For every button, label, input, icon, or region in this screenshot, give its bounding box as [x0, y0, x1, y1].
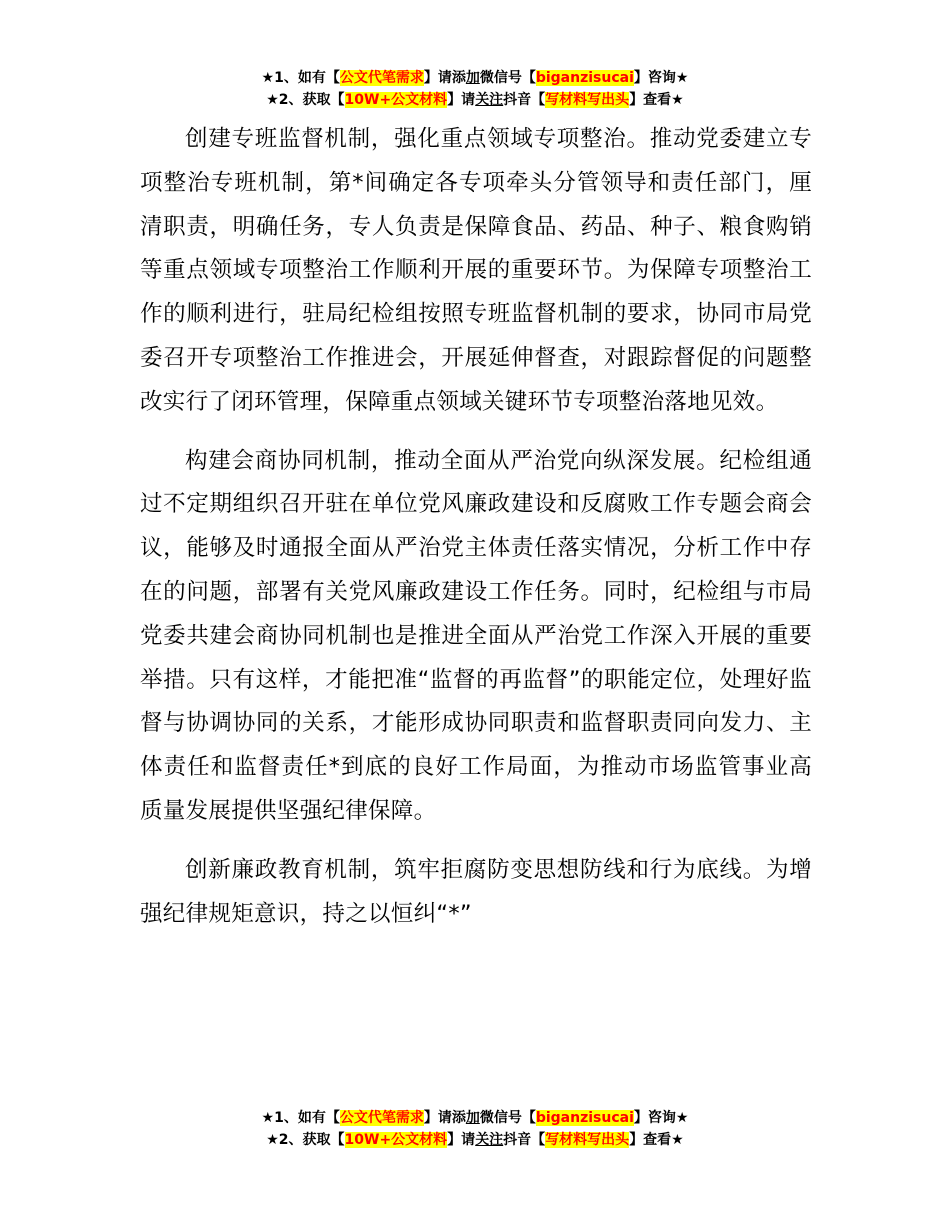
paragraph-1: 创建专班监督机制，强化重点领域专项整治。推动党委建立专项整治专班机制，第*间确定各专项牵头分管领导和责任部门，厘清职责，明确任务，专人负责是保障食品、药品、种子、粮食购销等重点领域专项整治工作顺利开展的重要环节。为保障专项整治工作的顺利进行，驻局纪检组按照专班监督机制的要求，协同市局党委召开专项整治工作推进会，开展延伸督查，对跟踪督促的问题整改实行了闭环管理，保障重点领域关键环节专项整治落地见效。: [140, 126, 812, 415]
header-banner: [0, 67, 950, 111]
footer-highlight-ghostwriting: 公文代笔需求: [339, 1110, 424, 1126]
banner-line-1: ★1、如有【公文代笔需求】请添加微信号【biganzisucai】咨询★: [261, 70, 689, 86]
footer-line-2: ★2、获取【10W+公文材料】请关注抖音【写材料写出头】查看★: [266, 1132, 684, 1148]
footer-highlight-douyin: 写材料写出头: [545, 1132, 630, 1148]
highlight-douyin: 写材料写出头: [545, 92, 630, 108]
document-body: [140, 118, 812, 951]
paragraph-3: 创新廉政教育机制，筑牢拒腐防变思想防线和行为底线。为增强纪律规矩意识，持之以恒纠“*”: [140, 856, 812, 927]
highlight-materials: 10W+公文材料: [344, 92, 448, 108]
highlight-ghostwriting: 公文代笔需求: [339, 70, 424, 86]
footer-line-1: ★1、如有【公文代笔需求】请添加微信号【biganzisucai】咨询★: [261, 1110, 689, 1126]
paragraph-2: 构建会商协同机制，推动全面从严治党向纵深发展。纪检组通过不定期组织召开驻在单位党风廉政建设和反腐败工作专题会商会议，能够及时通报全面从严治党主体责任落实情况，分析工作中存在的问题，部署有关党风廉政建设工作任务。同时，纪检组与市局党委共建会商协同机制也是推进全面从严治党工作深入开展的重要举措。只有这样，才能把准“监督的再监督”的职能定位，处理好监督与协调协同的关系，才能形成协同职责和监督职责同向发力、主体责任和监督责任*到底的良好工作局面，为推动市场监管事业高质量发展提供坚强纪律保障。: [140, 447, 812, 824]
footer-highlight-materials: 10W+公文材料: [344, 1132, 448, 1148]
banner-line-2: ★2、获取【10W+公文材料】请关注抖音【写材料写出头】查看★: [266, 92, 684, 108]
footer-banner: [0, 1107, 950, 1151]
footer-highlight-wechat-id: biganzisucai: [535, 1110, 634, 1126]
highlight-wechat-id: biganzisucai: [535, 70, 634, 86]
